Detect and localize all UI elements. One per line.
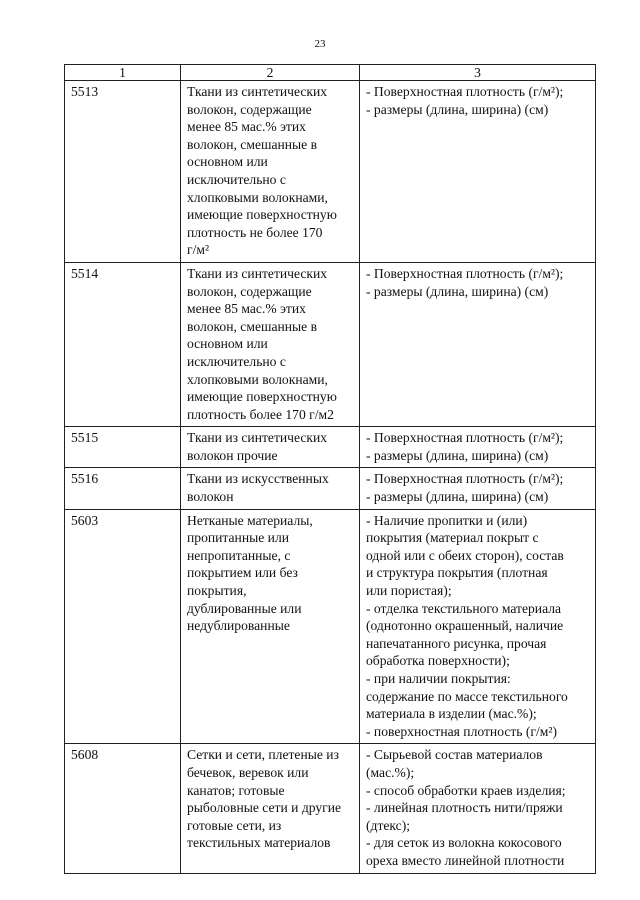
attribute-line: - способ обработки краев изделия; (366, 782, 566, 798)
attribute-line: - размеры (длина, ширина) (см) (366, 447, 549, 463)
description-line: плотность не более 170 (187, 224, 323, 240)
attribute-line: (мас.%); (366, 764, 415, 780)
attribute-line: (дтекс); (366, 817, 411, 833)
description-line: волокон (187, 489, 234, 505)
table-row (65, 81, 596, 263)
column-header-3: 3 (360, 65, 596, 81)
attribute-line: - Поверхностная плотность (г/м²); (366, 471, 564, 487)
description-line: хлопковыми волокнами, (187, 371, 328, 387)
description-line: волокон прочие (187, 447, 278, 463)
description-line: менее 85 мас.% этих (187, 301, 306, 317)
description-line: Ткани из искусственных (187, 471, 329, 487)
goods-description-cell (181, 468, 360, 509)
header-row (65, 65, 596, 81)
description-line: исключительно с (187, 171, 286, 187)
description-line: непропитанные, с (187, 547, 291, 563)
description-line: менее 85 мас.% этих (187, 119, 306, 135)
attribute-line: напечатанного рисунка, прочая (366, 635, 547, 651)
column-header-1: 1 (65, 65, 181, 81)
description-line: Ткани из синтетических (187, 430, 328, 446)
description-line: Нетканые материалы, (187, 512, 313, 528)
description-line: пропитанные или (187, 530, 290, 546)
attributes-cell (360, 81, 596, 263)
description-line: плотность более 170 г/м2 (187, 406, 334, 422)
attributes-cell (360, 509, 596, 744)
table-row (65, 509, 596, 744)
description-line: имеющие поверхностную (187, 389, 337, 405)
goods-description-cell (181, 509, 360, 744)
attribute-line: - для сеток из волокна кокосового (366, 835, 562, 851)
attributes-cell (360, 262, 596, 426)
description-line: недублированные (187, 618, 290, 634)
attribute-line: ореха вместо линейной плотности (366, 852, 565, 868)
description-line: хлопковыми волокнами, (187, 189, 328, 205)
description-line: текстильных материалов (187, 835, 331, 851)
hs-code-cell: 5513 (65, 81, 181, 263)
attribute-line: - отделка текстильного материала (366, 600, 562, 616)
description-line: основном или (187, 336, 268, 352)
description-line: основном или (187, 154, 268, 170)
description-line: исключительно с (187, 353, 286, 369)
attribute-line: - при наличии покрытия: (366, 671, 511, 686)
table-row (65, 262, 596, 426)
goods-description-cell (181, 427, 360, 468)
description-line: дублированные или (187, 600, 302, 616)
attribute-line: обработка поверхности); (366, 653, 510, 669)
description-line: канатов; готовые (187, 782, 285, 798)
description-line: Ткани из синтетических (187, 265, 328, 281)
description-line: волокон, содержащие (187, 283, 312, 299)
attribute-line: содержание по массе текстильного (366, 688, 568, 704)
tnved-table (64, 64, 596, 874)
description-line: рыболовные сети и другие (187, 800, 342, 816)
attribute-line: или пористая); (366, 583, 452, 599)
description-line: волокон, содержащие (187, 101, 312, 117)
hs-code-cell: 5603 (65, 509, 181, 744)
description-line: Сетки и сети, плетеные из (187, 747, 339, 763)
hs-code-cell: 5514 (65, 262, 181, 426)
table-row (65, 468, 596, 509)
column-header-2: 2 (181, 65, 360, 81)
page-number: 23 (314, 38, 326, 50)
attribute-line: - размеры (длина, ширина) (см) (366, 101, 549, 117)
attributes-cell (360, 744, 596, 874)
attribute-line: - Поверхностная плотность (г/м²); (366, 265, 564, 281)
description-line: волокон, смешанные в (187, 318, 318, 334)
hs-code-cell: 5516 (65, 468, 181, 509)
attribute-line: - Поверхностная плотность (г/м²); (366, 84, 564, 99)
attribute-line: (однотонно окрашенный, наличие (366, 618, 564, 634)
hs-code-cell: 5515 (65, 427, 181, 468)
attribute-line: - Сырьевой состав материалов (366, 747, 543, 763)
description-line: готовые сети, из (187, 817, 282, 833)
attribute-line: - Наличие пропитки и (или) (366, 512, 528, 528)
attribute-line: и структура покрытия (плотная (366, 565, 548, 581)
attribute-line: материала в изделии (мас.%); (366, 706, 537, 722)
table-row (65, 744, 596, 874)
goods-description-cell (181, 744, 360, 874)
goods-description-cell (181, 81, 360, 263)
attribute-line: - размеры (длина, ширина) (см) (366, 283, 549, 299)
goods-description-cell (181, 262, 360, 426)
attributes-cell (360, 468, 596, 509)
attribute-line: - поверхностная плотность (г/м²) (366, 723, 557, 739)
attribute-line: - линейная плотность нити/пряжи (366, 800, 563, 816)
description-line: Ткани из синтетических (187, 84, 328, 99)
attribute-line: - Поверхностная плотность (г/м²); (366, 430, 564, 446)
attributes-cell (360, 427, 596, 468)
attribute-line: покрытия (материал покрыт с (366, 530, 539, 546)
description-line: имеющие поверхностную (187, 207, 337, 223)
attribute-line: одной или с обеих сторон), состав (366, 547, 564, 563)
description-line: бечевок, веревок или (187, 764, 309, 780)
attribute-line: - размеры (длина, ширина) (см) (366, 489, 549, 505)
table-row (65, 427, 596, 468)
description-line: покрытием или без (187, 565, 298, 581)
hs-code-cell: 5608 (65, 744, 181, 874)
description-line: г/м² (187, 242, 210, 258)
description-line: покрытия, (187, 583, 247, 599)
description-line: волокон, смешанные в (187, 136, 318, 152)
